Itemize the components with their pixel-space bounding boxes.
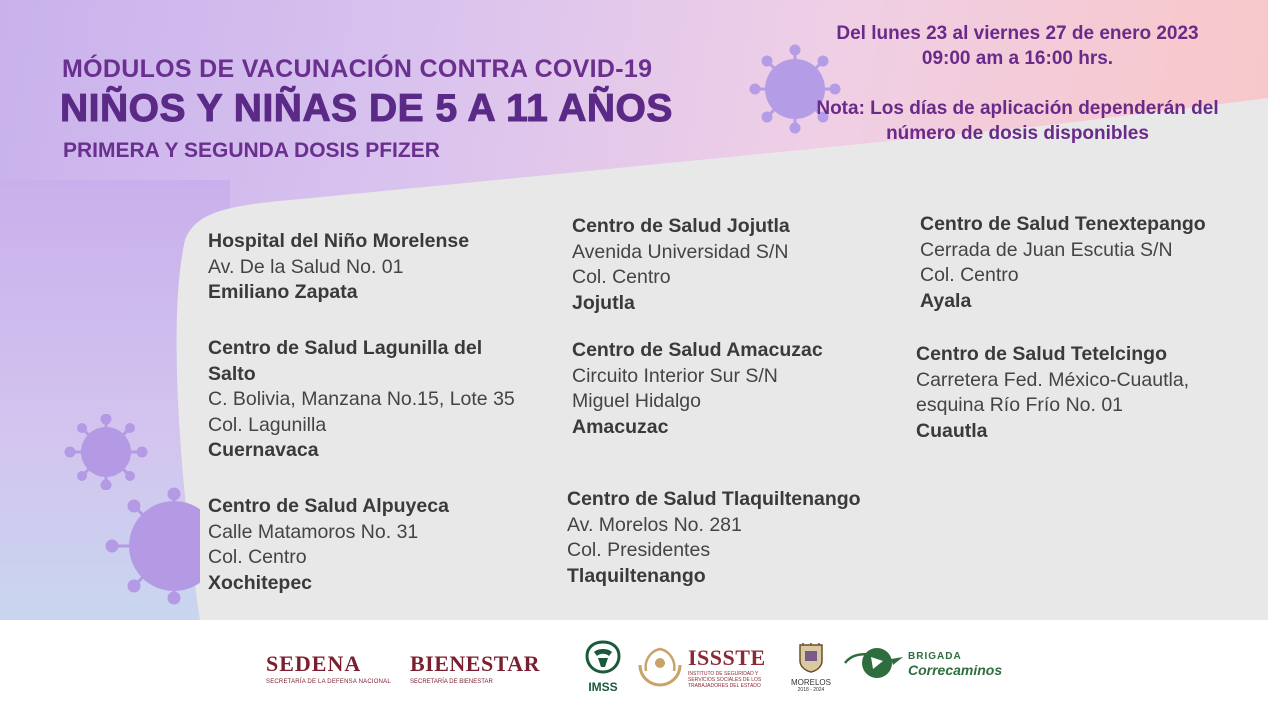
location-address: Calle Matamoros No. 31 bbox=[208, 520, 419, 543]
location-name: Salto bbox=[208, 362, 256, 385]
title-line-2: NIÑOS Y NIÑAS DE 5 A 11 AÑOS bbox=[60, 87, 673, 130]
location-name: Centro de Salud Tlaquiltenango bbox=[567, 488, 861, 510]
location-address: Carretera Fed. México-Cuautla, bbox=[916, 368, 1190, 391]
location-address: esquina Río Frío No. 01 bbox=[916, 394, 1124, 416]
schedule-hours: 09:00 am a 16:00 hrs. bbox=[921, 48, 1114, 69]
location-city: Jojutla bbox=[572, 291, 635, 314]
schedule-block bbox=[790, 21, 1245, 146]
location-hospital-nino-morelense bbox=[208, 229, 469, 306]
location-city: Ayala bbox=[920, 289, 972, 312]
roadrunner-icon bbox=[843, 645, 905, 681]
right-edge-strip bbox=[1268, 0, 1280, 620]
schedule-dates: Del lunes 23 al viernes 27 de enero 2023 bbox=[836, 23, 1199, 44]
location-address: Circuito Interior Sur S/N bbox=[572, 364, 778, 387]
bienestar-logo bbox=[410, 651, 540, 685]
location-cs-tenextepango bbox=[920, 212, 1206, 314]
virus-icon bbox=[104, 486, 200, 610]
location-city: Tlaquiltenango bbox=[567, 564, 706, 587]
imss-logo bbox=[583, 640, 623, 694]
location-colonia: Col. Centro bbox=[920, 264, 1019, 286]
morelos-name: MORELOS bbox=[790, 678, 831, 687]
location-address: C. Bolivia, Manzana No.15, Lote 35 bbox=[208, 388, 515, 410]
location-colonia: Col. Centro bbox=[208, 546, 307, 568]
location-cs-tetelcingo bbox=[916, 342, 1189, 444]
issste-logo bbox=[636, 643, 781, 691]
title-line-3: PRIMERA Y SEGUNDA DOSIS PFIZER bbox=[63, 139, 440, 162]
issste-subtitle: INSTITUTO DE SEGURIDAD Y SERVICIOS SOCIALES DE LOS TRABAJADORES DEL ESTADO bbox=[688, 671, 762, 689]
schedule-note: número de dosis disponibles bbox=[886, 123, 1149, 144]
imss-eagle-icon bbox=[583, 640, 623, 674]
location-colonia: Miguel Hidalgo bbox=[572, 390, 701, 412]
location-address: Av. De la Salud No. 01 bbox=[208, 255, 404, 278]
schedule-note: Nota: Los días de aplicación dependerán del bbox=[816, 98, 1219, 119]
issste-name: ISSSTE bbox=[688, 645, 766, 670]
location-colonia: Col. Lagunilla bbox=[208, 413, 327, 436]
location-cs-amacuzac bbox=[572, 338, 823, 440]
location-cs-jojutla bbox=[572, 214, 790, 316]
sedena-subtitle: SECRETARÍA DE LA DEFENSA NACIONAL bbox=[266, 679, 391, 685]
location-name: Hospital del Niño Morelense bbox=[208, 230, 470, 252]
location-name: Centro de Salud Alpuyeca bbox=[208, 495, 449, 517]
location-cs-tlaquiltenango bbox=[567, 487, 861, 589]
location-cs-alpuyeca bbox=[208, 494, 449, 596]
sedena-name: SEDENA bbox=[266, 651, 362, 676]
location-name: Centro de Salud Tenextepango bbox=[920, 213, 1206, 235]
morelos-logo bbox=[789, 643, 833, 693]
location-cs-lagunilla bbox=[208, 336, 515, 464]
location-address: Cerrada de Juan Escutia S/N bbox=[920, 238, 1173, 261]
morelos-shield-icon bbox=[798, 643, 824, 673]
issste-hands-icon bbox=[636, 643, 684, 687]
sedena-logo bbox=[266, 651, 391, 685]
morelos-years: 2018 - 2024 bbox=[797, 687, 825, 693]
location-colonia: Col. Presidentes bbox=[567, 539, 711, 561]
brigada-line1: BRIGADA bbox=[908, 651, 962, 662]
location-name: Centro de Salud Amacuzac bbox=[572, 339, 823, 361]
location-address: Av. Morelos No. 281 bbox=[567, 513, 742, 536]
location-city: Xochitepec bbox=[208, 571, 313, 594]
location-city: Emiliano Zapata bbox=[208, 281, 358, 303]
location-city: Cuautla bbox=[916, 419, 988, 442]
location-colonia: Col. Centro bbox=[572, 266, 671, 288]
location-name: Centro de Salud Jojutla bbox=[572, 215, 790, 237]
location-city: Amacuzac bbox=[572, 415, 669, 438]
virus-icon bbox=[64, 414, 148, 490]
bienestar-name: BIENESTAR bbox=[410, 651, 541, 676]
brigada-correcaminos-logo bbox=[843, 645, 1013, 685]
location-address: Avenida Universidad S/N bbox=[572, 240, 789, 263]
brigada-line2: Correcaminos bbox=[908, 662, 1003, 678]
bienestar-subtitle: SECRETARÍA DE BIENESTAR bbox=[410, 679, 493, 685]
location-city: Cuernavaca bbox=[208, 439, 319, 461]
title-line-1: MÓDULOS DE VACUNACIÓN CONTRA COVID-19 bbox=[62, 55, 653, 83]
imss-name: IMSS bbox=[588, 680, 618, 694]
location-name: Centro de Salud Tetelcingo bbox=[916, 343, 1167, 365]
location-name: Centro de Salud Lagunilla del bbox=[208, 337, 483, 359]
